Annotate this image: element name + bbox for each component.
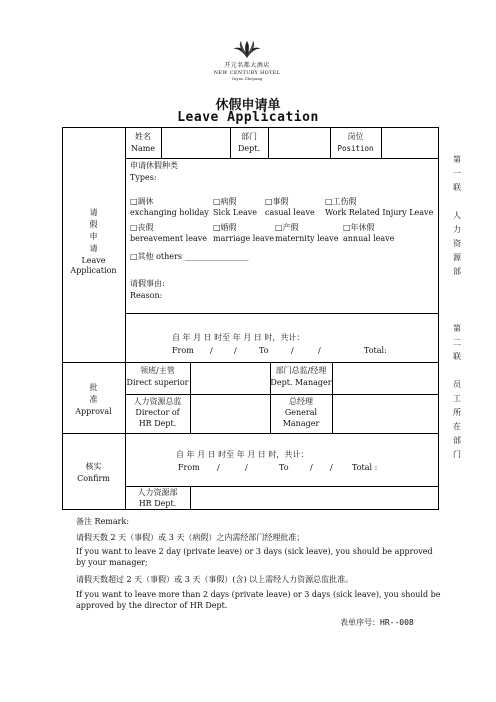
logo-text-cn: 开元名都大酒店: [224, 62, 270, 69]
confirm-date-to-label: To: [279, 463, 289, 472]
general-manager-signature[interactable]: [333, 396, 438, 432]
leave-section-label: 请 假 申 请 Leave Application: [70, 208, 117, 275]
confirm-total-label: Total :: [352, 463, 378, 472]
hr-dept-signature[interactable]: [191, 488, 438, 509]
date-sep: /: [217, 463, 220, 472]
type-marriage-leave[interactable]: □婚假 marriage leave: [213, 223, 275, 243]
dept-manager-label: 部门总监/经理 Dept. Manager: [270, 366, 332, 387]
remark-line1-cn: 请假天数 2 天（事假）或 3 天（病假）之内需经部门经理批准；: [76, 533, 305, 542]
reason-label: 请假事由: Reason:: [130, 279, 165, 300]
form-title-cn: 休假申请单: [215, 98, 281, 113]
row-line: [125, 486, 439, 487]
hr-director-signature[interactable]: [191, 396, 269, 432]
type-casual-leave[interactable]: □事假 casual leave: [265, 197, 315, 217]
name-label: 姓名 Name: [130, 132, 156, 153]
leave-date-cn: 自 年 月 日 时至 年 月 日 时，共计：: [172, 333, 305, 342]
copy-note-hr: 第 一 联 人 力 资 源 部: [453, 155, 461, 276]
name-field[interactable]: [162, 129, 230, 157]
remark-line2-en: If you want to leave more than 2 days (private leave) or 3 days (sick leave), you should be approved by the director of HR Dept.: [76, 590, 441, 610]
dept-manager-signature[interactable]: [333, 364, 438, 393]
date-sep: /: [330, 463, 333, 472]
logo-text-location: Yuyao Zhejiang: [231, 76, 263, 81]
type-bereavement-leave[interactable]: □丧假 bereavement leave: [130, 223, 207, 243]
leave-date-from-label: From: [172, 346, 194, 355]
date-sep: /: [291, 346, 294, 355]
section-line: [62, 433, 439, 434]
hotel-logo-icon: [232, 40, 262, 60]
date-sep: /: [245, 463, 248, 472]
leave-types-label: 申请休假种类 Types:: [130, 161, 178, 182]
dept-label: 部门 Dept.: [237, 132, 261, 153]
hr-director-label: 人力资源总监 Director of HR Dept.: [133, 397, 182, 428]
section-line: [62, 362, 439, 363]
logo-text-en: NEW CENTURY HOTEL: [213, 70, 281, 76]
type-maternity-leave[interactable]: □产假 maternity leave: [275, 223, 339, 243]
type-others[interactable]: □其他 others ________________: [130, 252, 249, 261]
dept-field[interactable]: [269, 129, 330, 157]
hotel-logo: [204, 40, 290, 81]
date-sep: /: [234, 346, 237, 355]
copy-note-dept: 第 二 联 员 工 所 在 部 门: [453, 324, 461, 459]
row-line: [125, 313, 439, 314]
direct-superior-label: 领班/主管 Direct superior: [126, 366, 189, 387]
remark-line2-cn: 请假天数超过 2 天（事假）或 3 天（事假）(含) 以上需经人力资源总监批准。: [76, 575, 354, 584]
row-line: [125, 158, 439, 159]
form-title-en: Leave Application: [177, 110, 319, 125]
date-sep: /: [318, 346, 321, 355]
direct-superior-signature[interactable]: [191, 364, 269, 393]
type-exchanging-holiday[interactable]: □调休 exchanging holiday: [130, 197, 209, 217]
position-label: 岗位 Position: [337, 132, 374, 153]
hr-dept-label: 人力资源部 HR Dept.: [137, 488, 178, 508]
confirm-section-label: 核实 Confirm: [77, 462, 110, 483]
leave-date-to-label: To: [259, 346, 269, 355]
approval-section-label: 批 准 Approval: [75, 383, 112, 416]
type-sick-leave[interactable]: □病假 Sick Leave: [213, 197, 257, 217]
leave-total-label: Total:: [364, 346, 387, 355]
type-work-injury-leave[interactable]: □工伤假 Work Related Injury Leave: [325, 197, 434, 217]
remark-line1-en: If you want to leave 2 day (private leave) or 3 days (sick leave), you should be approved by your manager;: [76, 547, 433, 567]
position-field[interactable]: [382, 129, 438, 157]
confirm-date-cn: 自 年 月 日 时至 年 月 日 时，共计：: [176, 450, 309, 459]
remark-label: 备注 Remark:: [76, 517, 130, 526]
general-manager-label: 总经理 General Manager: [282, 397, 320, 428]
row-line: [125, 394, 439, 395]
date-sep: /: [310, 463, 313, 472]
form-number: 表单序号：HR--008: [340, 618, 414, 627]
confirm-date-from-label: From: [178, 463, 200, 472]
type-annual-leave[interactable]: □年休假 annual leave: [343, 223, 395, 243]
date-sep: /: [210, 346, 213, 355]
col-line: [125, 127, 126, 510]
